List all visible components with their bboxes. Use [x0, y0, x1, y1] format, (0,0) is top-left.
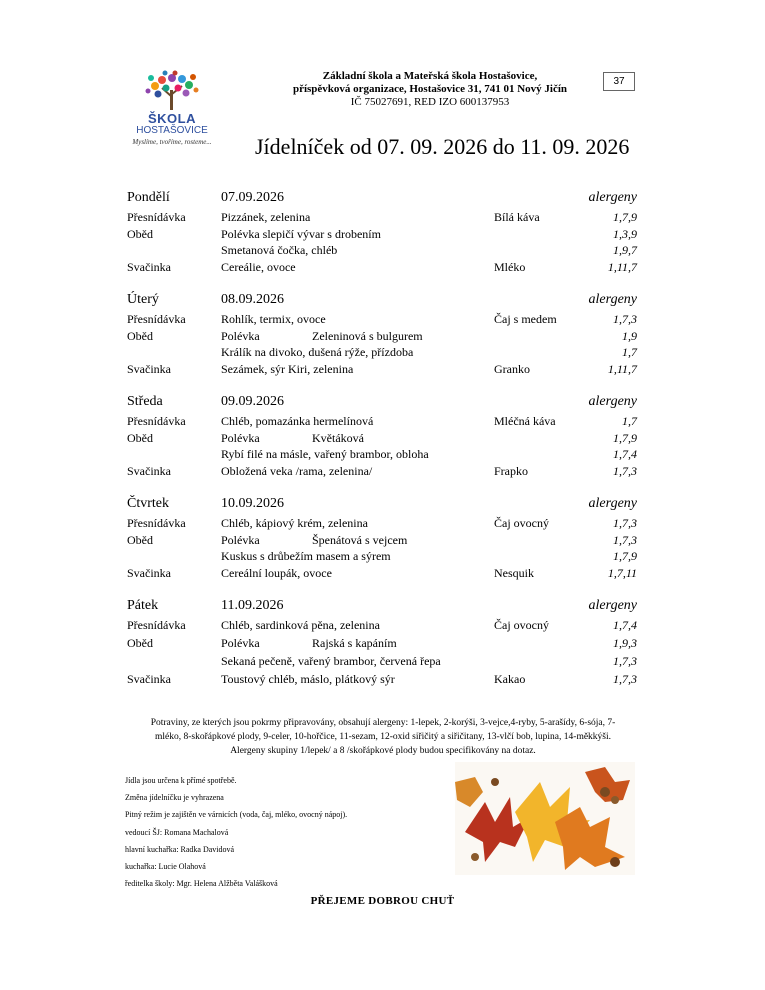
- meal-allergens: 1,7,3: [613, 672, 637, 686]
- soup-label: Polévka: [221, 329, 260, 343]
- meal-food: Rohlík, termix, ovoce: [221, 312, 326, 326]
- header-line-1: Základní škola a Mateřská škola Hostašovice,: [322, 70, 538, 82]
- meal-allergens: 1,7,3: [613, 464, 637, 478]
- meal-drink: Čaj ovocný: [494, 516, 549, 530]
- day-block: [127, 188, 637, 276]
- soup-allergens: 1,7,9: [613, 431, 637, 445]
- closing-wish: PŘEJEME DOBROU CHUŤ: [310, 895, 455, 907]
- meal-label: Oběd: [127, 227, 153, 241]
- soup-label: Polévka: [221, 431, 260, 445]
- note-line: Jídla jsou určena k přímé spotřebě.: [125, 776, 237, 785]
- allergens-header: alergeny: [588, 190, 637, 205]
- meal-label: Přesnídávka: [127, 210, 186, 224]
- meal-label: Oběd: [127, 636, 153, 650]
- day-block: [127, 494, 637, 582]
- day-date: 11.09.2026: [221, 598, 284, 613]
- meal-allergens: 1,11,7: [607, 362, 637, 376]
- meal-drink: Mléko: [494, 260, 526, 274]
- meal-allergens: 1,7,9: [613, 210, 637, 224]
- meal-label: Oběd: [127, 431, 153, 445]
- notice-line: Alergeny skupiny 1/lepek/ a 8 /skořápkové plody budou specifikovány na dotaz.: [230, 746, 536, 756]
- logo-subtitle: HOSTAŠOVICE: [136, 125, 208, 136]
- main-allergens: 1,7: [622, 345, 637, 359]
- school-logo: [118, 70, 226, 152]
- meal-allergens: 1,11,7: [607, 260, 637, 274]
- meal-drink: Čaj ovocný: [494, 618, 549, 632]
- soup-name: Květáková: [312, 431, 364, 445]
- meal-food: Cereálie, ovoce: [221, 260, 296, 274]
- meal-food: Chléb, kápiový krém, zelenina: [221, 516, 368, 530]
- note-line: vedoucí ŠJ: Romana Machalová: [125, 827, 229, 837]
- meal-label: Oběd: [127, 329, 153, 343]
- soup-label: Polévka slepičí vývar s drobením: [221, 227, 381, 241]
- meal-drink: Kakao: [494, 672, 526, 686]
- day-date: 08.09.2026: [221, 292, 284, 307]
- main-allergens: 1,9,7: [613, 243, 637, 257]
- header-line-3: IČ 75027691, RED IZO 600137953: [350, 96, 510, 108]
- meal-food: Chléb, pomazánka hermelínová: [221, 414, 374, 428]
- meal-food: Pizzánek, zelenina: [221, 210, 311, 224]
- meal-label: Přesnídávka: [127, 618, 186, 632]
- logo-title: ŠKOLA: [148, 111, 196, 126]
- day-date: 07.09.2026: [221, 190, 284, 205]
- soup-label: Polévka: [221, 533, 260, 547]
- main-allergens: 1,7,3: [613, 654, 637, 668]
- soup-allergens: 1,9: [622, 329, 637, 343]
- tree-logo-icon: [118, 70, 226, 112]
- school-header: [245, 70, 615, 109]
- day-name: Pondělí: [127, 190, 170, 205]
- meal-label: Přesnídávka: [127, 312, 186, 326]
- main-dish: Rybí filé na másle, vařený brambor, obloha: [221, 447, 429, 461]
- meal-label: Oběd: [127, 533, 153, 547]
- autumn-leaves-icon: [455, 762, 635, 875]
- main-dish: Sekaná pečeně, vařený brambor, červená řepa: [221, 654, 441, 668]
- meal-food: Sezámek, sýr Kiri, zelenina: [221, 362, 354, 376]
- day-date: 10.09.2026: [221, 496, 284, 511]
- meal-allergens: 1,7,11: [607, 566, 637, 580]
- meal-drink: Bílá káva: [494, 210, 540, 224]
- main-dish: Smetanová čočka, chléb: [221, 243, 338, 257]
- meal-drink: Granko: [494, 362, 530, 376]
- meal-allergens: 1,7: [622, 414, 637, 428]
- footer-notes: [125, 772, 445, 892]
- soup-name: Špenátová s vejcem: [312, 533, 408, 547]
- main-allergens: 1,7,9: [613, 549, 637, 563]
- soup-allergens: 1,9,3: [613, 636, 637, 650]
- soup-name: Rajská s kapáním: [312, 636, 397, 650]
- note-line: Změna jídelníčku je vyhrazena: [125, 793, 224, 803]
- meal-food: Chléb, sardinková pěna, zelenina: [221, 618, 380, 632]
- logo-tagline: Myslíme, tvoříme, rosteme...: [132, 138, 212, 146]
- meal-label: Svačinka: [127, 464, 171, 478]
- meal-label: Přesnídávka: [127, 516, 186, 530]
- autumn-leaves-image: [455, 762, 635, 875]
- soup-allergens: 1,3,9: [613, 227, 637, 241]
- allergens-header: alergeny: [588, 496, 637, 511]
- menu-table: [127, 188, 637, 702]
- allergens-header: alergeny: [588, 598, 637, 613]
- meal-label: Svačinka: [127, 672, 171, 686]
- allergens-header: alergeny: [588, 292, 637, 307]
- soup-name: Zeleninová s bulgurem: [312, 329, 423, 343]
- main-dish: Kuskus s drůbežím masem a sýrem: [221, 549, 391, 563]
- meal-food: Obložená veka /rama, zelenina/: [221, 464, 373, 478]
- meal-food: Toustový chléb, máslo, plátkový sýr: [221, 672, 395, 686]
- allergens-header: alergeny: [588, 394, 637, 409]
- note-line: ředitelka školy: Mgr. Helena Alžběta Valášková: [125, 879, 278, 889]
- day-block: [127, 392, 637, 480]
- note-line: kuchařka: Lucie Olahová: [125, 862, 206, 872]
- meal-drink: Frapko: [494, 464, 528, 478]
- meal-label: Svačinka: [127, 362, 171, 376]
- notice-line: Potraviny, ze kterých jsou pokrmy připravovány, obsahují alergeny: 1-lepek, 2-korýši, 3-vejce,4-ryby, 5-arašídy, 6-sója, 7-: [150, 718, 616, 728]
- meal-drink: Mléčná káva: [494, 414, 556, 428]
- page-title: Jídelníček od 07. 09. 2026 do 11. 09. 2026: [255, 134, 630, 159]
- soup-label: Polévka: [221, 636, 260, 650]
- meal-drink: Čaj s medem: [494, 312, 557, 326]
- day-block: [127, 596, 637, 688]
- page-number: 37: [603, 72, 635, 91]
- meal-label: Svačinka: [127, 260, 171, 274]
- note-line: Pitný režim je zajištěn ve várnicích (voda, čaj, mléko, ovocný nápoj).: [125, 810, 348, 820]
- day-name: Čtvrtek: [127, 496, 169, 511]
- meal-allergens: 1,7,3: [613, 516, 637, 530]
- day-name: Pátek: [127, 598, 159, 613]
- day-name: Úterý: [127, 292, 159, 307]
- meal-label: Přesnídávka: [127, 414, 186, 428]
- meal-food: Cereální loupák, ovoce: [221, 566, 332, 580]
- day-date: 09.09.2026: [221, 394, 284, 409]
- meal-allergens: 1,7,3: [613, 312, 637, 326]
- main-dish: Králík na divoko, dušená rýže, přízdoba: [221, 345, 414, 359]
- soup-allergens: 1,7,3: [613, 533, 637, 547]
- day-block: [127, 290, 637, 378]
- allergen-notice: [128, 716, 638, 758]
- day-name: Středa: [127, 394, 163, 409]
- meal-label: Svačinka: [127, 566, 171, 580]
- meal-drink: Nesquik: [494, 566, 534, 580]
- note-line: hlavní kuchařka: Radka Davidová: [125, 844, 235, 854]
- header-line-2: příspěvková organizace, Hostašovice 31, 741 01 Nový Jičín: [292, 83, 568, 95]
- main-allergens: 1,7,4: [613, 447, 637, 461]
- meal-allergens: 1,7,4: [613, 618, 637, 632]
- notice-line: mléko, 8-skořápkové plody, 9-celer, 10-hořčice, 11-sezam, 12-oxid siřičitý a siřičitany, 13-vlčí bob, lupina, 14-měkkýši.: [154, 732, 612, 742]
